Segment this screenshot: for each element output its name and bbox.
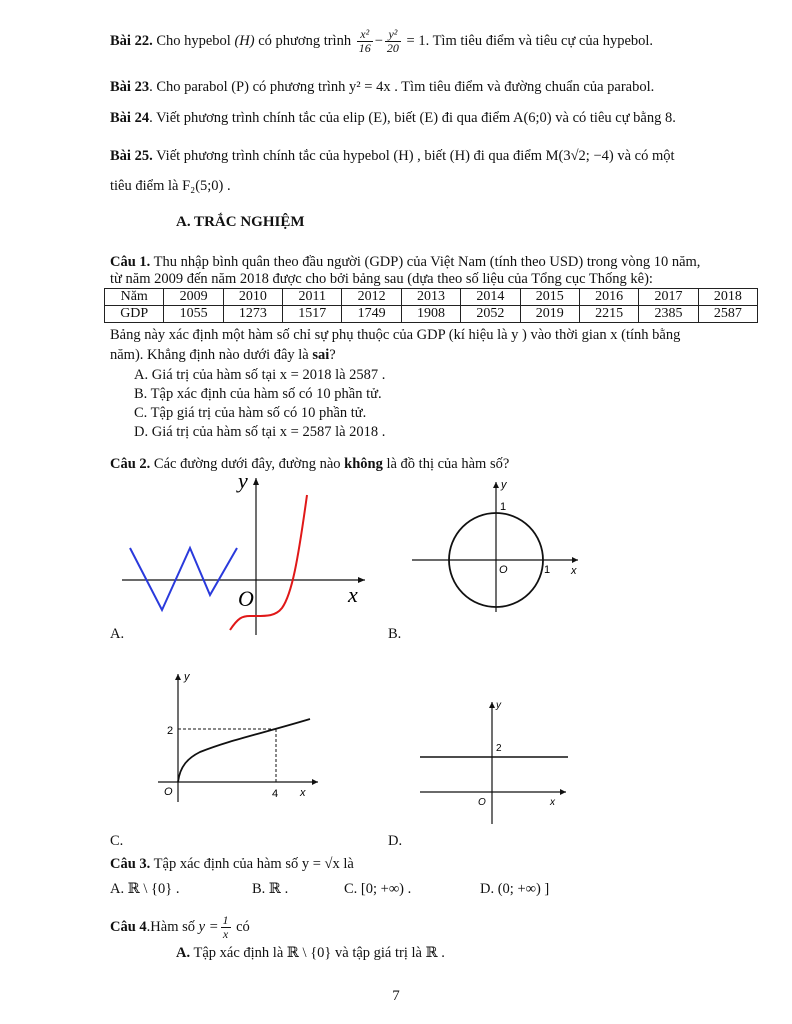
figure-b-graph (408, 476, 588, 616)
cau1-line2: từ năm 2009 đến năm 2018 được cho bởi bảng sau (dựa theo số liệu của Tổng cục Thống kê): (110, 271, 653, 287)
svg-text:O: O (499, 564, 508, 576)
svg-text:4: 4 (272, 788, 279, 800)
sqrt-curve (178, 719, 310, 782)
cau3-option-d: D. (0; +∞) ] (480, 881, 550, 897)
blue-zigzag-curve (130, 548, 237, 610)
table-row: Năm 2009 2010 2011 2012 2013 2014 2015 2016 2017 2018 (105, 289, 758, 306)
cau1-option-c: C. Tập giá trị của hàm số có 10 phần tử. (134, 405, 367, 421)
bai22: Bài 22. Cho hypebol (H) có phương trình $\frac{\text{x²}}{16}$ − $\frac{\text{y²}}{20}$ = 1. Tìm tiêu điểm và tiêu cự của hypebol. (110, 27, 654, 55)
svg-text:1: 1 (544, 564, 551, 576)
cau1-option-d: D. Giá trị của hàm số tại x = 2587 là 2018 . (134, 424, 386, 440)
fraction-x2-16: $\frac{\text{x²}}{16}$ (358, 27, 371, 55)
svg-text:2: 2 (167, 725, 174, 737)
svg-text:y: y (501, 479, 507, 491)
cau3-question: Câu 3. Tập xác định của hàm số y = √x là (110, 856, 354, 872)
table-row: GDP 1055 1273 1517 1749 1908 2052 2019 2215 2385 2587 (105, 306, 758, 323)
figure-a-label: A. (110, 626, 125, 642)
svg-text:x: x (300, 787, 306, 799)
svg-text:y: y (238, 470, 248, 493)
svg-text:x: x (348, 582, 358, 607)
cau4-question: Câu 4.Hàm số y = $\frac{1}{x}$ có (110, 913, 250, 941)
cau1-option-a: A. Giá trị của hàm số tại x = 2018 là 2587 . (134, 367, 386, 383)
cau1-line3: Bảng này xác định một hàm số chỉ sự phụ thuộc của GDP (kí hiệu là y ) vào thời gian x (tính bằng (110, 327, 681, 343)
bai24: Bài 24. Viết phương trình chính tắc của elip (E), biết (E) đi qua điểm A(6;0) và có tiêu cự bằng 8. (110, 110, 676, 126)
svg-text:O: O (164, 786, 173, 798)
cau1-option-b: B. Tập xác định của hàm số có 10 phần tử. (134, 386, 382, 402)
fraction-y2-20: $\frac{\text{y²}}{20}$ (386, 27, 399, 55)
section-title: A. TRẮC NGHIỆM (176, 214, 305, 230)
fraction-1-over-x: $\frac{1}{x}$ (222, 913, 229, 941)
figure-b-label: B. (388, 626, 402, 642)
bai22-label: Bài 22. (110, 32, 153, 49)
svg-text:O: O (238, 586, 254, 611)
svg-text:y: y (184, 671, 190, 683)
cau1-line1: Câu 1. Thu nhập bình quân theo đầu người (GDP) của Việt Nam (tính theo USD) trong vòng 10 năm, (110, 254, 701, 270)
gdp-table (104, 288, 758, 323)
page-number: 7 (392, 988, 400, 1004)
cau4-option-a: A. Tập xác định là ℝ \ {0} và tập giá trị là ℝ . (176, 945, 445, 961)
figure-d-label: D. (388, 833, 403, 849)
bai23: Bài 23. Cho parabol (P) có phương trình y² = 4x . Tìm tiêu điểm và đường chuẩn của parabol. (110, 79, 655, 95)
cau3-option-a: A. ℝ \ {0} . (110, 881, 180, 897)
bai25-line2: tiêu điểm là F₂(5;0) . (110, 178, 231, 194)
x-axis-arrow (358, 577, 365, 583)
cau3-option-c: C. [0; +∞) . (344, 881, 412, 897)
svg-text:1: 1 (500, 501, 507, 513)
svg-text:x: x (550, 797, 555, 808)
cau2-question: Câu 2. Các đường dưới đây, đường nào không là đồ thị của hàm số? (110, 456, 510, 472)
svg-text:2: 2 (496, 743, 502, 754)
y-axis-arrow (253, 478, 259, 485)
svg-text:x: x (571, 565, 577, 577)
svg-text:y: y (496, 700, 501, 711)
svg-text:O: O (478, 797, 486, 808)
figure-c-label: C. (110, 833, 124, 849)
figure-c-graph (150, 668, 350, 808)
cau3-option-b: B. ℝ . (252, 881, 289, 897)
cau1-line4: năm). Khẳng định nào dưới đây là sai? (110, 347, 336, 363)
bai25: Bài 25. Viết phương trình chính tắc của hypebol (H) , biết (H) đi qua điểm M(3√2; −4) và có một (110, 148, 675, 164)
figure-d-graph (418, 694, 578, 828)
figure-a-graph (110, 470, 380, 640)
